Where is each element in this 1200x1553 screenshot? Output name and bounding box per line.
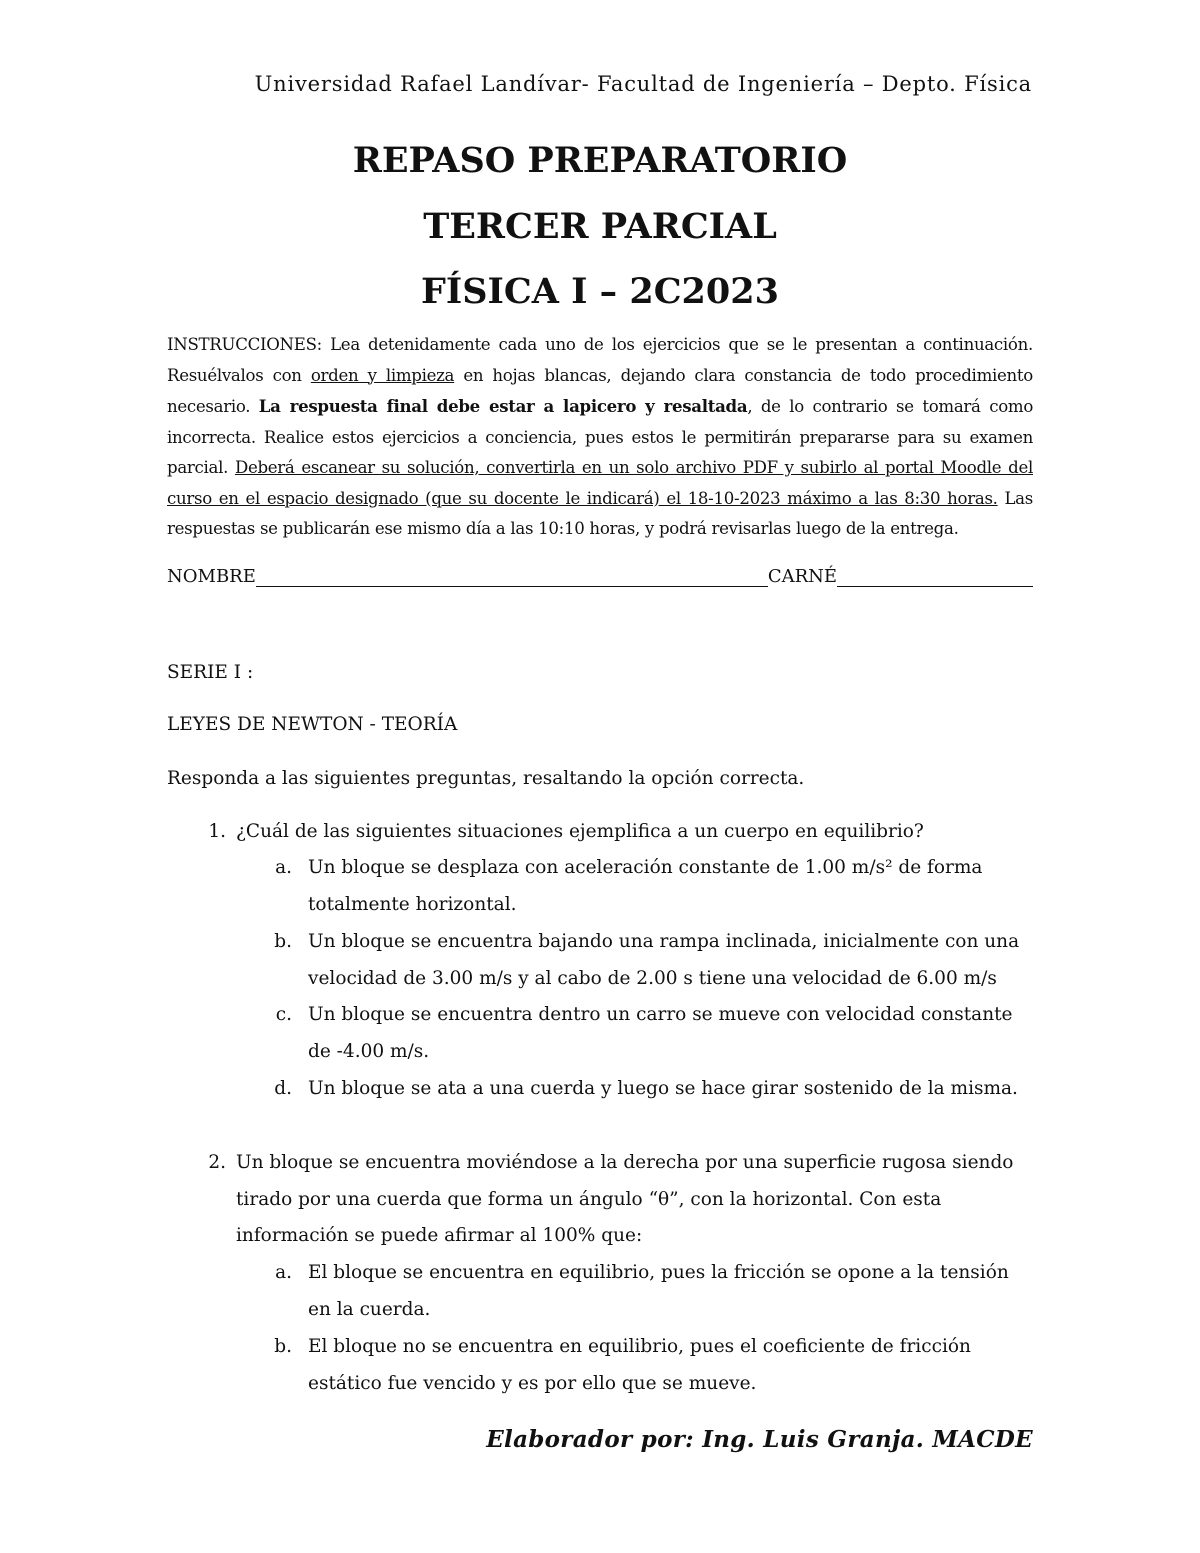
title-line-1: REPASO PREPARATORIO bbox=[352, 140, 848, 181]
option-line: Un bloque se desplaza con aceleración constante de 1.00 m/s² de forma bbox=[308, 857, 983, 878]
option-text bbox=[308, 1329, 971, 1402]
option-letter: b. bbox=[274, 931, 292, 952]
option-line: en la cuerda. bbox=[308, 1298, 431, 1320]
option-letter: c. bbox=[275, 1004, 292, 1025]
question-text: ¿Cuál de las siguientes situaciones ejemplifica a un cuerpo en equilibrio? bbox=[236, 821, 924, 842]
name-carne-row bbox=[167, 561, 1033, 587]
option-line: totalmente horizontal. bbox=[308, 893, 517, 915]
option-text bbox=[308, 924, 1019, 997]
question-line: información se puede afirmar al 100% que: bbox=[236, 1225, 643, 1246]
question-line: Un bloque se encuentra moviéndose a la derecha por una superficie rugosa siendo bbox=[236, 1152, 1014, 1173]
carne-label: CARNÉ bbox=[767, 566, 838, 587]
option-letter: a. bbox=[275, 1262, 292, 1283]
instructions-underline-1: orden y limpieza bbox=[310, 365, 455, 385]
question-number: 1. bbox=[208, 821, 226, 842]
option-letter: d. bbox=[274, 1078, 292, 1099]
serie-heading: SERIE I : bbox=[167, 662, 254, 683]
question-number: 2. bbox=[208, 1152, 226, 1173]
option-text bbox=[308, 1255, 1009, 1328]
instructions-bold: La respuesta final debe estar a lapicero y resaltada bbox=[258, 396, 748, 416]
question-text bbox=[236, 1145, 1013, 1255]
instructions-underline-2: Deberá escanear su solución, convertirla en un solo archivo PDF y subirlo al portal Moodle del curso en el espacio designado (que su docente le indicará) el 18-10-2023 máximo a las 8:30 horas. bbox=[167, 458, 1033, 508]
carne-blank-field[interactable] bbox=[837, 566, 1033, 587]
instructions-paragraph bbox=[167, 330, 1033, 545]
option-line: velocidad de 3.00 m/s y al cabo de 2.00 s tiene una velocidad de 6.00 m/s bbox=[308, 967, 997, 989]
title-line-2: TERCER PARCIAL bbox=[423, 206, 777, 247]
author-footer: Elaborador por: Ing. Luis Granja. MACDE bbox=[486, 1426, 1033, 1453]
option-line: estático fue vencido y es por ello que se mueve. bbox=[308, 1372, 757, 1394]
option-text bbox=[308, 850, 982, 923]
title-line-3: FÍSICA I – 2C2023 bbox=[421, 271, 779, 312]
option-line: El bloque se encuentra en equilibrio, pues la fricción se opone a la tensión bbox=[308, 1262, 1009, 1283]
instructions-text-1: INSTRUCCIONES: Lea detenidamente cada uno de los ejercicios que se le presentan a continuación. Resuélvalos con bbox=[167, 335, 1033, 385]
option-line: El bloque no se encuentra en equilibrio, pues el coeficiente de fricción bbox=[308, 1336, 971, 1357]
option-letter: b. bbox=[274, 1336, 292, 1357]
name-label: NOMBRE bbox=[167, 566, 256, 587]
instructions-text-2: en hojas blancas, dejando clara constancia de todo procedimiento necesario. bbox=[167, 365, 1033, 416]
prompt-text: Responda a las siguientes preguntas, resaltando la opción correcta. bbox=[167, 768, 805, 789]
university-header: Universidad Rafael Landívar- Facultad de Ingeniería – Depto. Física bbox=[254, 72, 1032, 96]
instructions-text-3: , de lo contrario se tomará como incorrecta. Realice estos ejercicios a conciencia, pues estos le permitirán prepararse para su examen parcial. bbox=[167, 397, 1034, 477]
topic-heading: LEYES DE NEWTON - TEORÍA bbox=[167, 714, 458, 735]
option-text bbox=[308, 1071, 1018, 1108]
option-line: de -4.00 m/s. bbox=[308, 1040, 430, 1062]
option-line: Un bloque se ata a una cuerda y luego se hace girar sostenido de la misma. bbox=[308, 1078, 1018, 1099]
name-blank-field[interactable] bbox=[256, 566, 768, 587]
option-letter: a. bbox=[275, 857, 292, 878]
option-line: Un bloque se encuentra dentro un carro se mueve con velocidad constante bbox=[308, 1004, 1013, 1025]
option-line: Un bloque se encuentra bajando una rampa inclinada, inicialmente con una bbox=[308, 931, 1020, 952]
question-line: tirado por una cuerda que forma un ángulo “θ”, con la horizontal. Con esta bbox=[236, 1188, 942, 1210]
option-text bbox=[308, 997, 1013, 1070]
instructions-text-4: Las respuestas se publicarán ese mismo día a las 10:10 horas, y podrá revisarlas luego de la entrega. bbox=[167, 488, 1033, 538]
